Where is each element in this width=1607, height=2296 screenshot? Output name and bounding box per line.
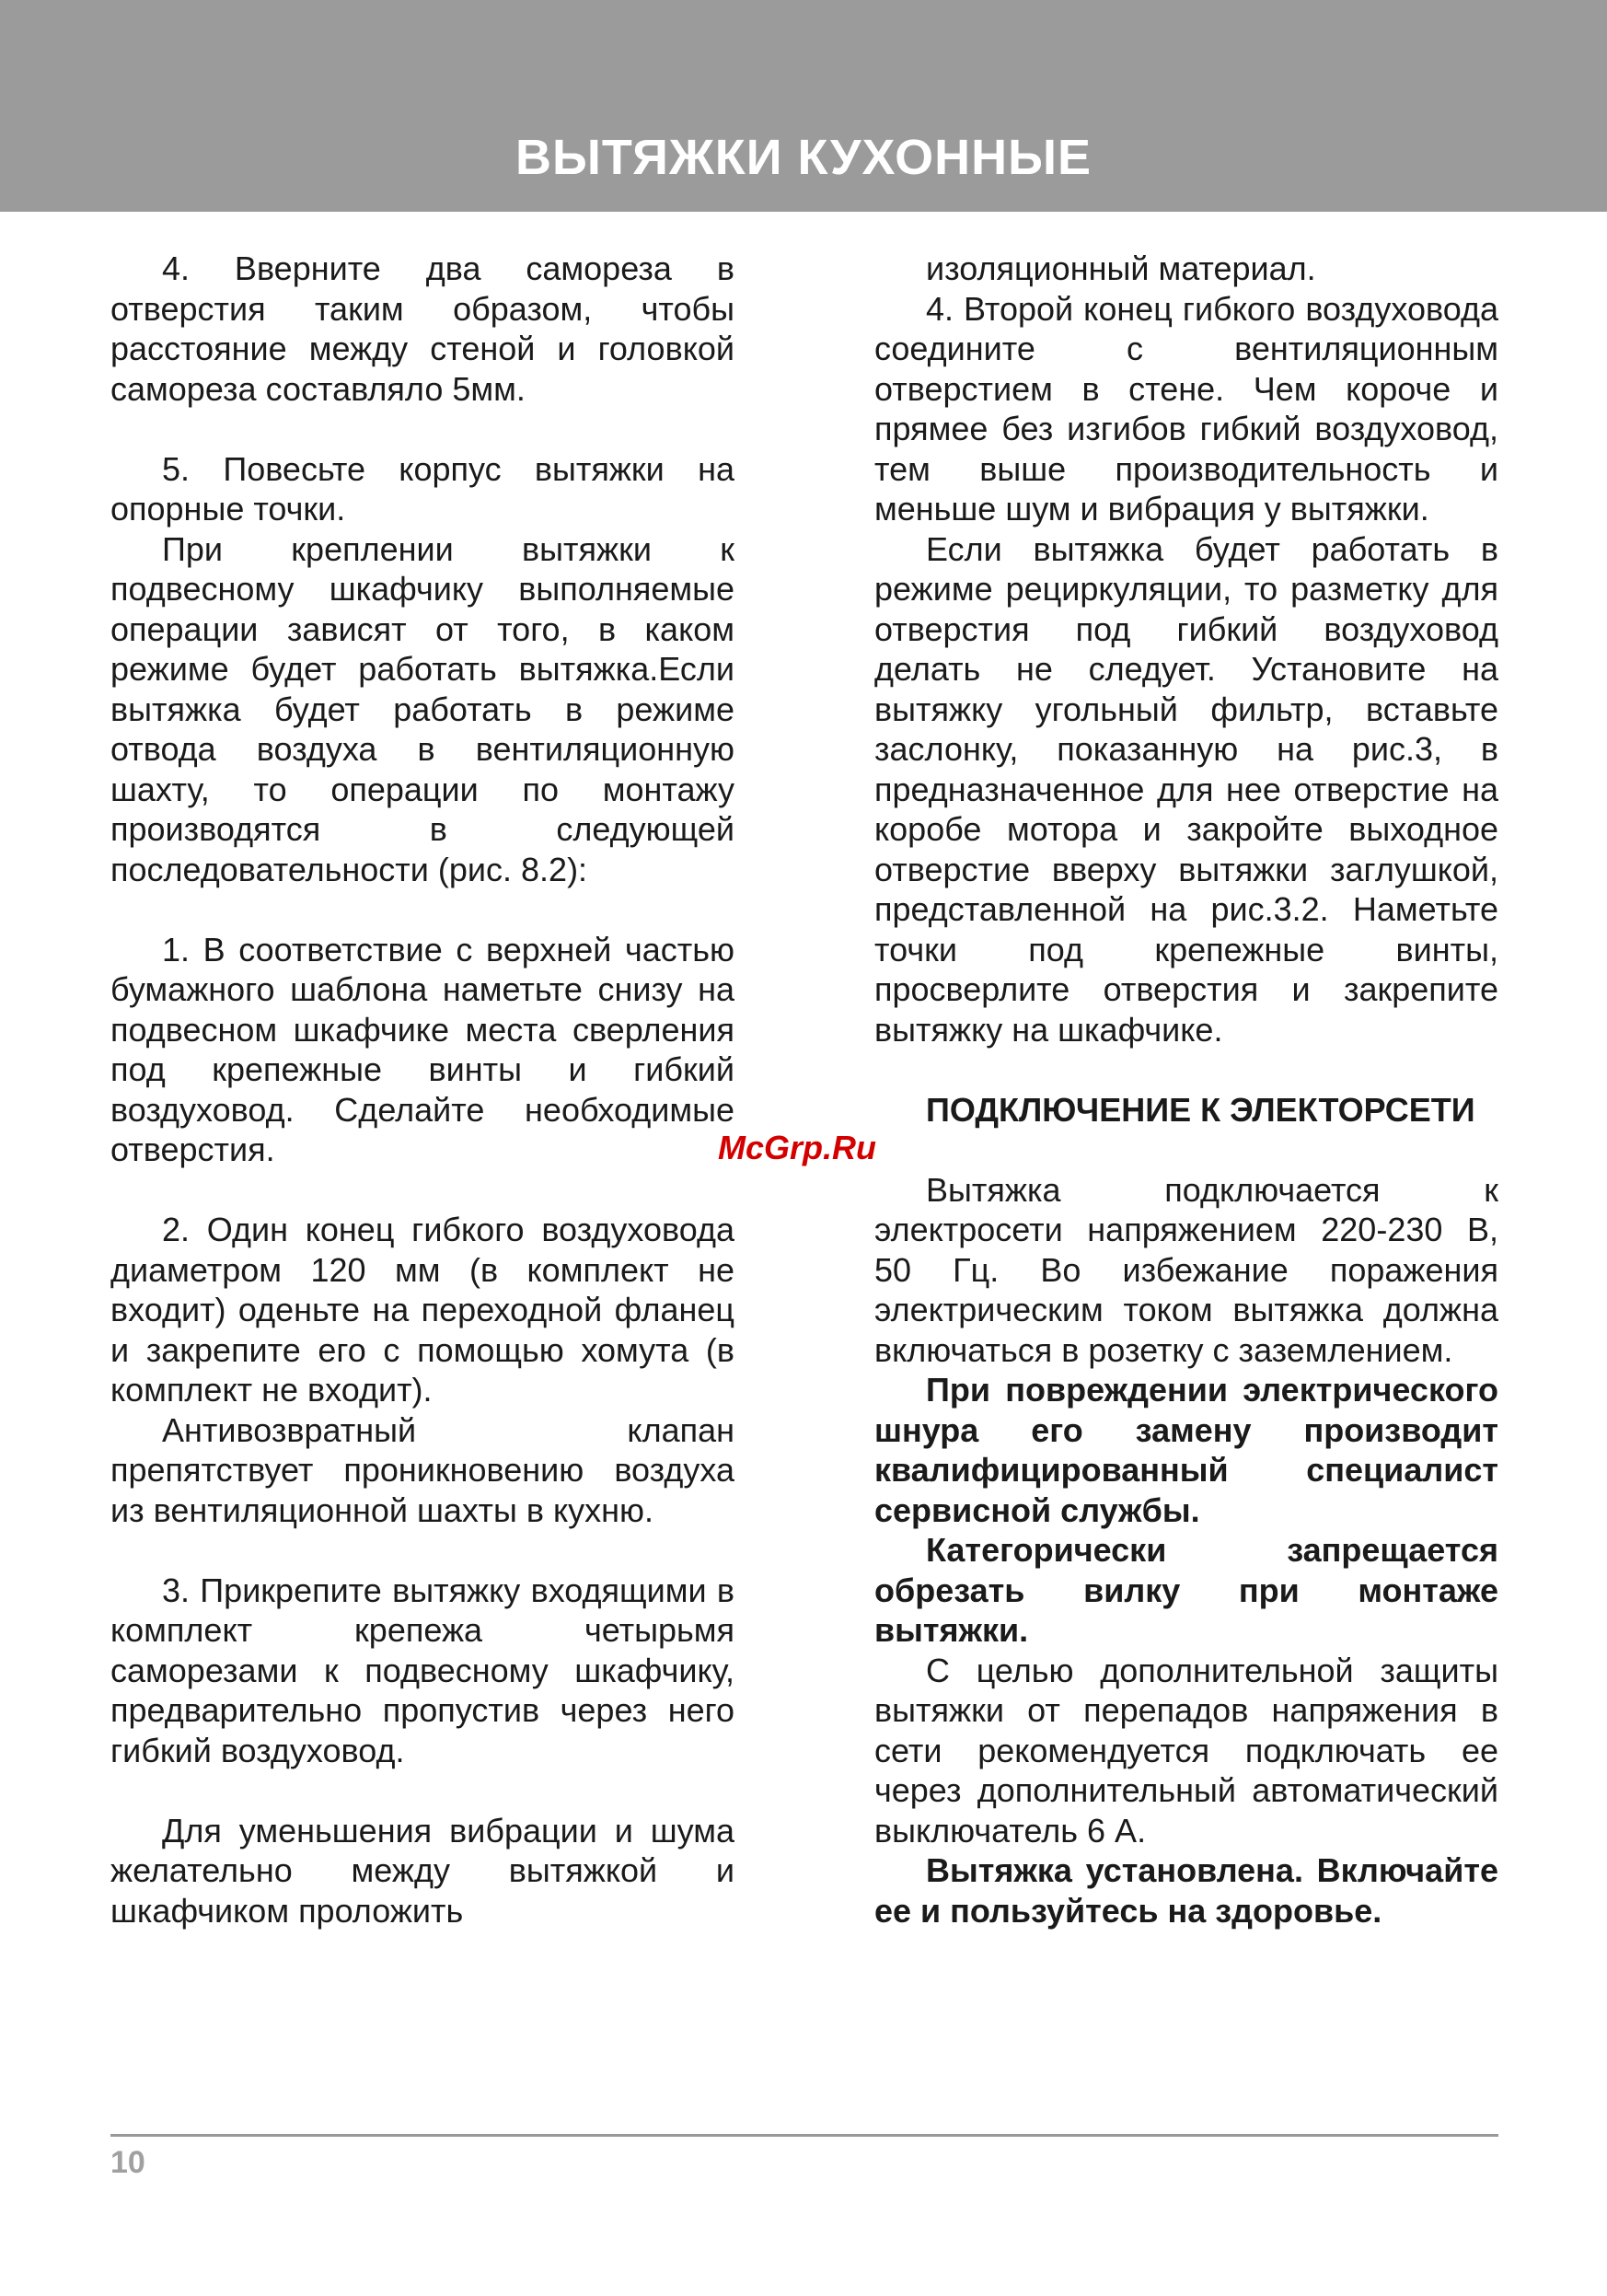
page-title: ВЫТЯЖКИ КУХОННЫЕ xyxy=(515,130,1092,185)
right-paragraph-7: С целью дополнительной защиты вытяжки от перепадов напряжения в сети рекомендуется подключать ее через дополнительный автоматический выключатель 6 А. xyxy=(874,1651,1498,1850)
header-bar xyxy=(0,0,1607,212)
section-heading-electrical: ПОДКЛЮЧЕНИЕ К ЭЛЕКТОРСЕТИ xyxy=(926,1090,1475,1129)
left-paragraph-1: 4. Вверните два самореза в отверстия таким образом, чтобы расстояние между стеной и головкой самореза составляло 5мм. xyxy=(110,249,734,408)
right-paragraph-4: Вытяжка подключается к электросети напряжением 220-230 В, 50 Гц. Во избежание поражения электрическим током вытяжка должна включаться в розетку с заземлением. xyxy=(874,1170,1498,1369)
watermark: McGrp.Ru xyxy=(718,1129,877,1166)
page-number: 10 xyxy=(110,2145,145,2180)
right-column xyxy=(874,249,1498,1931)
left-paragraph-6: Антивозвратный клапан препятствует проникновению воздуха из вентиляционной шахты в кухню. xyxy=(110,1410,734,1529)
right-paragraph-3: Если вытяжка будет работать в режиме рециркуляции, то разметку для отверстия под гибкий воздуховод делать не следует. Установите на вытяжку угольный фильтр, вставьте заслонку, показанную на рис.3, в предназначенное для нее отверстие на коробе мотора и закройте выходное отверстие вверху вытяжки заглушкой, представленной на рис.3.2. Наметьте точки под крепежные винты, просверлите отверстия и закрепите вытяжку на шкафчике. xyxy=(874,529,1498,1049)
right-paragraph-1: изоляционный материал. xyxy=(926,249,1316,287)
right-paragraph-8: Вытяжка установлена. Включайте ее и пользуйтесь на здоровье. xyxy=(874,1851,1498,1930)
left-paragraph-4: 1. В соответствие с верхней частью бумажного шаблона наметьте снизу на подвесном шкафчике места сверления под крепежные винты и гибкий воздуховод. Сделайте необходимые отверстия. xyxy=(110,930,734,1168)
left-paragraph-5: 2. Один конец гибкого воздуховода диаметром 120 мм (в комплект не входит) оденьте на переходной фланец и закрепите его с помощью хомута (в комплект не входит). xyxy=(110,1211,734,1409)
left-column xyxy=(110,249,734,1931)
left-paragraph-2: 5. Повесьте корпус вытяжки на опорные точки. xyxy=(110,449,734,528)
left-paragraph-3: При креплении вытяжки к подвесному шкафчику выполняемые операции зависят от того, в каком режиме будет работать вытяжка.Если вытяжка будет работать в режиме отвода воздуха в вентиляционную шахту, то операции по монтажу производятся в следующей последовательности (рис. 8.2): xyxy=(110,529,734,888)
right-paragraph-6: Категорически запрещается обрезать вилку при монтаже вытяжки. xyxy=(874,1531,1498,1649)
footer-divider xyxy=(110,2134,1498,2137)
right-paragraph-5: При повреждении электрического шнура его замену производит квалифицированный специалист сервисной службы. xyxy=(874,1371,1498,1529)
left-paragraph-7: 3. Прикрепите вытяжку входящими в комплект крепежа четырьмя саморезами к подвесному шкафчику, предварительно пропустив через него гибкий воздуховод. xyxy=(110,1571,734,1769)
right-paragraph-2: 4. Второй конец гибкого воздуховода соедините с вентиляционным отверстием в стене. Чем короче и прямее без изгибов гибкий воздуховод, тем выше производительность и меньше шум и вибрация у вытяжки. xyxy=(874,289,1498,528)
left-paragraph-8: Для уменьшения вибрации и шума желательно между вытяжкой и шкафчиком проложить xyxy=(110,1811,734,1930)
